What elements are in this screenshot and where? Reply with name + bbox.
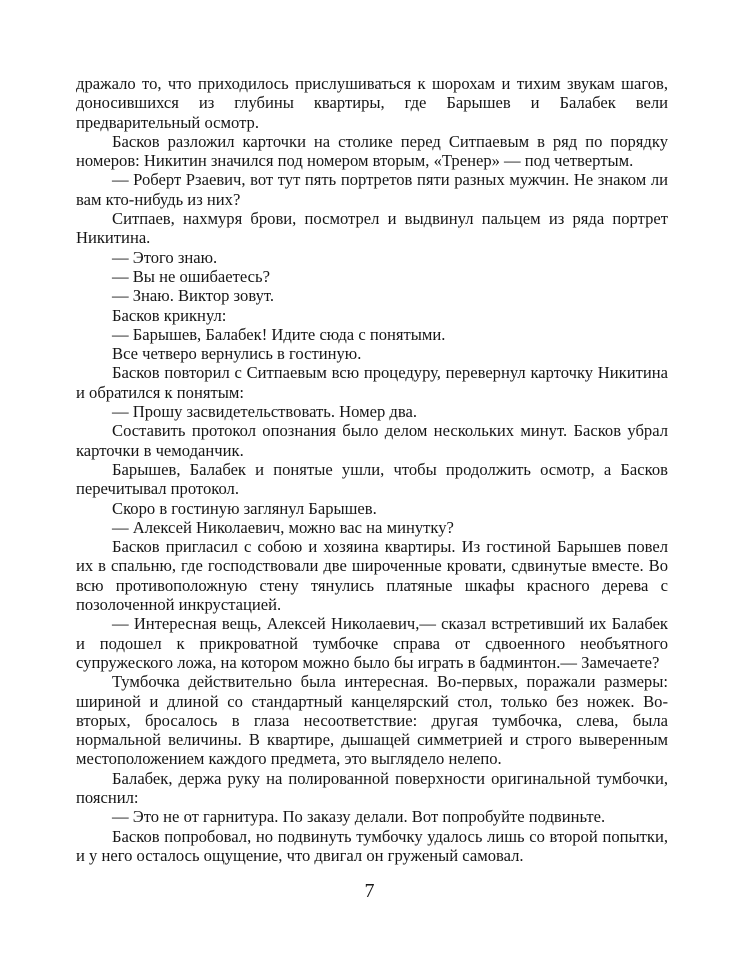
paragraph-16: — Алексей Николаевич, можно вас на минутку? (112, 517, 454, 537)
paragraph-9: — Барышев, Балабек! Идите сюда с понятыми. (112, 324, 446, 344)
book-page-text (76, 74, 668, 865)
paragraph-11: Басков повторил с Ситпаевым всю процедуру, перевернул карточку Никитина и обратился к понятым: (76, 363, 668, 402)
paragraph-14: Барышев, Балабек и понятые ушли, чтобы продолжить осмотр, а Басков перечитывал протокол. (76, 459, 668, 499)
paragraph-21: — Это не от гарнитура. По заказу делали. Вот попробуйте подвиньте. (112, 807, 606, 827)
paragraph-13: Составить протокол опознания было делом нескольких минут. Басков убрал карточки в чемоданчик. (76, 421, 668, 460)
paragraph-12: — Прошу засвидетельствовать. Номер два. (112, 402, 417, 422)
paragraph-1: дражало то, что приходилось прислушиваться к шорохам и тихим звукам шагов, доносившихся из глубины квартиры, где Барышев и Балабек вели предварительный осмотр. (76, 74, 668, 132)
paragraph-6: — Вы не ошибаетесь? (112, 266, 270, 286)
paragraph-19: Тумбочка действительно была интересная. Во-первых, поражали размеры: шириной и длиной со стандартный канцелярский стол, только без ножек. Во-вторых, бросалось в глаза несоответствие: другая тумбочка, слева, была нормальной величины. В квартире, дышащей симметрией и строго выверенным местоположением каждого предмета, это выглядело нелепо. (76, 672, 668, 769)
paragraph-5: — Этого знаю. (112, 247, 218, 267)
paragraph-18: — Интересная вещь, Алексей Николаевич,— сказал встретивший их Балабек и подошел к прикроватной тумбочке справа от сдвоенного необъятного супружеского ложа, на котором можно было бы играть в бадминтон.— Замечаете? (76, 614, 668, 672)
paragraph-4: Ситпаев, нахмуря брови, посмотрел и выдвинул пальцем из ряда портрет Никитина. (76, 209, 668, 248)
paragraph-17: Басков пригласил с собою и хозяина квартиры. Из гостиной Барышев повел их в спальню, где господствовали две широченные кровати, сдвинутые вместе. Во всю противоположную стену тянулись платяные шкафы красного дерева с позолоченной инкрустацией. (76, 537, 668, 615)
paragraph-2: Басков разложил карточки на столике перед Ситпаевым в ряд по порядку номеров: Никитин значился под номером вторым, «Тренер» — под четвертым. (76, 131, 668, 171)
paragraph-15: Скоро в гостиную заглянул Барышев. (112, 498, 377, 518)
paragraph-22: Басков попробовал, но подвинуть тумбочку удалось лишь со второй попытки, и у него осталось ощущение, что двигал он груженый самовал. (76, 826, 668, 865)
paragraph-3: — Роберт Рзаевич, вот тут пять портретов пяти разных мужчин. Не знаком ли вам кто-нибудь из них? (76, 170, 668, 209)
paragraph-8: Басков крикнул: (112, 305, 227, 325)
page-number: 7 (364, 880, 375, 902)
paragraph-20: Балабек, держа руку на полированной поверхности оригинальной тумбочки, пояснил: (76, 768, 668, 807)
paragraph-10: Все четверо вернулись в гостиную. (112, 344, 362, 364)
paragraph-7: — Знаю. Виктор зовут. (112, 286, 275, 306)
